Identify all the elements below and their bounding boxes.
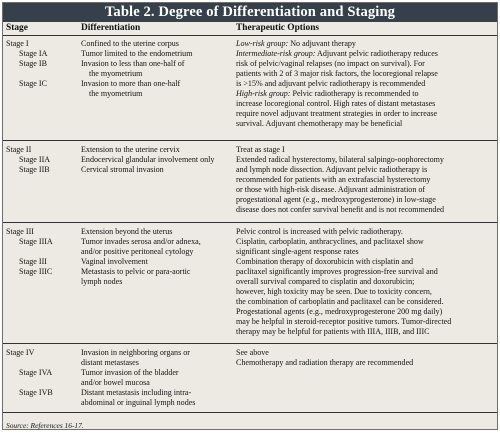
section-stage-1 [3, 35, 497, 140]
therapy-text: progestational agent (e.g., medroxyprogesterone) in low-stage [236, 195, 436, 205]
stage-column [6, 145, 50, 175]
therapy-text: increase locoregional control. High rates of distant metastases [236, 99, 436, 109]
therapy-text: is >15% and adjuvant pelvic radiotherapy is recommended [236, 79, 426, 89]
stage-label [6, 358, 53, 368]
therapy-text: Pelvic radiotherapy is recommended to [290, 89, 419, 99]
table-header [3, 22, 497, 34]
therapy-text: Treat as stage I [236, 145, 285, 154]
stage-label: Stage IVB [19, 388, 53, 398]
stage-label [6, 378, 53, 388]
options-column [236, 39, 438, 129]
stage-label: Stage IB [19, 59, 47, 69]
stage-column [6, 39, 47, 89]
therapy-text: may be helpful in steroid-receptor positive tumors. Tumor-directed [236, 317, 452, 327]
differentiation-text: lymph nodes [81, 277, 123, 287]
therapy-text: and lymph node dissection. Adjuvant pelvic radiotherapy is [236, 165, 428, 175]
therapy-text: Combination therapy of doxorubicin with cisplatin and [236, 257, 413, 267]
therapy-text: See above [236, 348, 269, 357]
risk-group-label: Low-risk group: [236, 39, 289, 48]
stage-label: Stage I [6, 39, 29, 48]
therapy-text: or those with high-risk disease. Adjuvant administration of [236, 185, 426, 195]
therapy-text: significant single-agent response rates [236, 247, 359, 257]
differentiation-text: Extension to the uterine cervix [81, 145, 180, 154]
section-stage-2 [3, 140, 497, 222]
differentiation-text: the myometrium [89, 69, 143, 79]
differentiation-text: Metastasis to pelvic or para-aortic [81, 267, 191, 277]
options-column [236, 227, 451, 338]
therapy-text: Adjuvant pelvic radiotherapy reduces [315, 49, 438, 59]
header-stage: Stage [6, 23, 28, 33]
therapy-text: Progestational agents (e.g., medroxyprogesterone 200 mg daily) [236, 307, 443, 317]
stage-label: Stage II [6, 145, 32, 154]
therapy-text: patients with 2 of 3 major risk factors, the locoregional relapse [236, 69, 438, 79]
section-stage-4 [3, 343, 497, 413]
differentiation-text: Cervical stromal invasion [81, 165, 164, 175]
stage-label: Stage III [19, 257, 47, 267]
therapy-text: No adjuvant therapy [288, 39, 356, 48]
stage-column [6, 348, 53, 398]
differentiation-text: Extension beyond the uterus [81, 227, 173, 236]
differentiation-text: Tumor invasion of the bladder [81, 368, 179, 378]
table-title: Table 2. Degree of Differentiation and Staging [3, 3, 497, 22]
therapy-text: require novel adjuvant treatment strategies in order to increase [236, 109, 438, 119]
risk-group-label: Intermediate-risk group: [236, 49, 316, 59]
differentiation-text: Invasion in neighboring organs or [81, 348, 190, 357]
therapy-text: risk of pelvic/vaginal relapses (no impact on survival). For [236, 59, 425, 69]
stage-label: Stage IC [19, 79, 47, 89]
stage-label: Stage IVA [19, 368, 53, 378]
therapy-text: overall survival compared to cisplatin and doxorubicin; [236, 277, 415, 287]
stage-label: Stage IA [19, 49, 48, 59]
therapy-text: however, high toxicity may be seen. Due to toxicity concern, [236, 287, 432, 297]
differentiation-text: Vaginal involvement [81, 257, 148, 267]
differentiation-text: Invasion to more than one-half [81, 79, 181, 89]
differentiation-column [81, 145, 214, 175]
differentiation-text: distant metastases [81, 358, 139, 368]
differentiation-text: the myometrium [89, 89, 143, 99]
differentiation-text: Tumor limited to the endometrium [81, 49, 193, 59]
differentiation-text: and/or positive peritoneal cytology [81, 247, 194, 257]
therapy-text: the combination of carboplatin and paclitaxel can be considered. [236, 297, 444, 307]
risk-group-label: High-risk group: [236, 89, 291, 99]
therapy-text: recommended for patients with an extrafascial hysterectomy [236, 175, 431, 185]
therapy-line [236, 89, 438, 99]
staging-table [2, 2, 498, 430]
differentiation-text: Confined to the uterine corpus [81, 39, 179, 48]
options-column [236, 348, 413, 368]
stage-label: Stage III [6, 227, 34, 236]
therapy-text: paclitaxel significantly improves progression-free survival and [236, 267, 438, 277]
differentiation-text: Endocervical glandular involvement only [81, 155, 215, 165]
differentiation-column [81, 227, 201, 287]
differentiation-column [81, 348, 195, 408]
stage-label: Stage IIA [19, 155, 51, 165]
differentiation-text: Distant metastasis including intra- [81, 388, 192, 398]
source-note: Source: References 16-17. [6, 421, 84, 430]
differentiation-column [81, 39, 192, 99]
therapy-line [236, 49, 438, 59]
differentiation-text: abdominal or inguinal lymph nodes [81, 398, 196, 408]
stage-label: Stage IIIA [19, 237, 53, 247]
therapy-text: disease does not confer survival benefit and is not recommended [236, 205, 445, 215]
options-column [236, 145, 444, 215]
therapy-text: survival. Adjuvant chemotherapy may be beneficial [236, 119, 403, 129]
differentiation-text: Tumor invades serosa and/or adnexa, [81, 237, 201, 247]
header-therapeutic-options: Therapeutic Options [236, 23, 320, 33]
therapy-line [236, 39, 438, 49]
differentiation-text: Invasion to less than one-half of [81, 59, 185, 69]
header-differentiation: Differentiation [81, 23, 141, 33]
therapy-text: Cisplatin, carboplatin, anthracyclines, and paclitaxel show [236, 237, 424, 247]
stage-label: Stage IV [6, 348, 35, 357]
section-stage-3 [3, 222, 497, 343]
therapy-text: Extended radical hysterectomy, bilateral salpingo-oophorectomy [236, 155, 444, 165]
stage-label [6, 247, 53, 257]
stage-label: Stage IIB [19, 165, 50, 175]
stage-column [6, 227, 53, 277]
therapy-text: Pelvic control is increased with pelvic radiotherapy. [236, 227, 403, 236]
therapy-text: therapy may be helpful for patients with IIIA, IIIB, and IIIC [236, 327, 430, 337]
therapy-text: Chemotherapy and radiation therapy are recommended [236, 358, 414, 368]
stage-label: Stage IIIC [19, 267, 53, 277]
differentiation-text: and/or bowel mucosa [81, 378, 150, 388]
stage-label [6, 69, 47, 79]
